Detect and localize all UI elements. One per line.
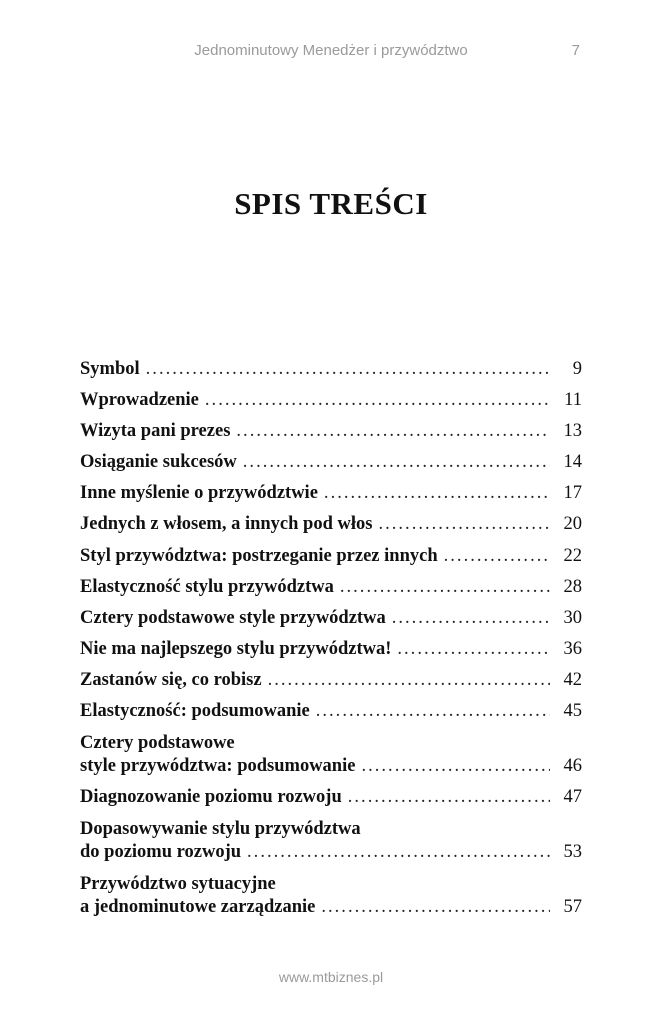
toc-entry[interactable] [80,416,582,447]
dot-leader [268,665,550,696]
toc-entry-page: 22 [563,545,582,566]
toc-entry[interactable] [80,354,582,385]
dot-leader [324,478,550,509]
toc-entry[interactable] [80,868,582,923]
dot-leader [378,509,550,540]
toc-entry-label-line1: Cztery podstawowe [80,733,235,754]
toc-entry-label: Zastanów się, co robisz [80,665,268,696]
toc-entry[interactable] [80,447,582,478]
toc-entry[interactable] [80,782,582,813]
toc-entry-page: 46 [563,756,582,777]
dot-leader [361,754,550,778]
toc-entry[interactable] [80,813,582,868]
dot-leader [205,385,550,416]
book-title: Jednominutowy Menedżer i przywództwo [194,42,468,59]
toc-entry-label: a jednominutowe zarządzanie [80,895,321,919]
dot-leader [247,840,550,864]
toc-entry-label-line1: Przywództwo sytuacyjne [80,874,276,895]
toc-entry-label: Cztery podstawowe style przywództwa [80,603,392,634]
dot-leader [236,416,550,447]
toc-entry-page: 13 [563,421,582,442]
toc-entry-label: Symbol [80,354,146,385]
toc-entry-page: 28 [563,576,582,597]
toc-entry-page: 30 [563,607,582,628]
table-of-contents [80,354,582,923]
toc-entry-page: 47 [563,787,582,808]
dot-leader [444,541,550,572]
toc-entry-page: 42 [563,669,582,690]
toc-entry[interactable] [80,603,582,634]
toc-entry-label: Elastyczność: podsumowanie [80,696,316,727]
page-title: SPIS TREŚCI [234,186,428,221]
toc-entry[interactable] [80,665,582,696]
toc-entry[interactable] [80,541,582,572]
dot-leader [397,634,550,665]
toc-entry-label: Styl przywództwa: postrzeganie przez innych [80,541,444,572]
dot-leader [348,782,550,813]
toc-entry[interactable] [80,572,582,603]
toc-entry-page: 45 [563,701,582,722]
toc-entry-page: 20 [563,514,582,535]
toc-entry-page: 53 [563,842,582,863]
toc-entry[interactable] [80,509,582,540]
toc-entry-label: Jednych z włosem, a innych pod włos [80,509,378,540]
running-header [0,42,662,66]
page-number: 7 [571,42,580,59]
toc-entry-page: 9 [572,359,582,379]
toc-entry-page: 17 [563,483,582,504]
toc-entry[interactable] [80,478,582,509]
toc-entry-label: Wprowadzenie [80,385,205,416]
toc-entry-page: 57 [563,897,582,918]
toc-entry-label: Wizyta pani prezes [80,416,236,447]
footer-url[interactable]: www.mtbiznes.pl [278,969,384,985]
dot-leader [316,696,550,727]
toc-entry-label-line1: Dopasowywanie stylu przywództwa [80,819,361,840]
dot-leader [321,895,550,919]
toc-entry[interactable] [80,385,582,416]
toc-entry-label: style przywództwa: podsumowanie [80,754,361,778]
toc-entry-page: 36 [563,638,582,659]
toc-entry[interactable] [80,696,582,727]
dot-leader [146,354,550,385]
toc-entry-label: do poziomu rozwoju [80,840,247,864]
dot-leader [243,447,550,478]
toc-entry-label: Elastyczność stylu przywództwa [80,572,340,603]
toc-entry[interactable] [80,727,582,782]
dot-leader [392,603,550,634]
toc-entry-page: 14 [563,452,582,473]
toc-entry-label: Nie ma najlepszego stylu przywództwa! [80,634,397,665]
toc-entry-label: Osiąganie sukcesów [80,447,243,478]
toc-entry-page: 11 [564,390,582,411]
toc-entry[interactable] [80,634,582,665]
toc-entry-label: Inne myślenie o przywództwie [80,478,324,509]
dot-leader [340,572,550,603]
toc-entry-label: Diagnozowanie poziomu rozwoju [80,782,348,813]
